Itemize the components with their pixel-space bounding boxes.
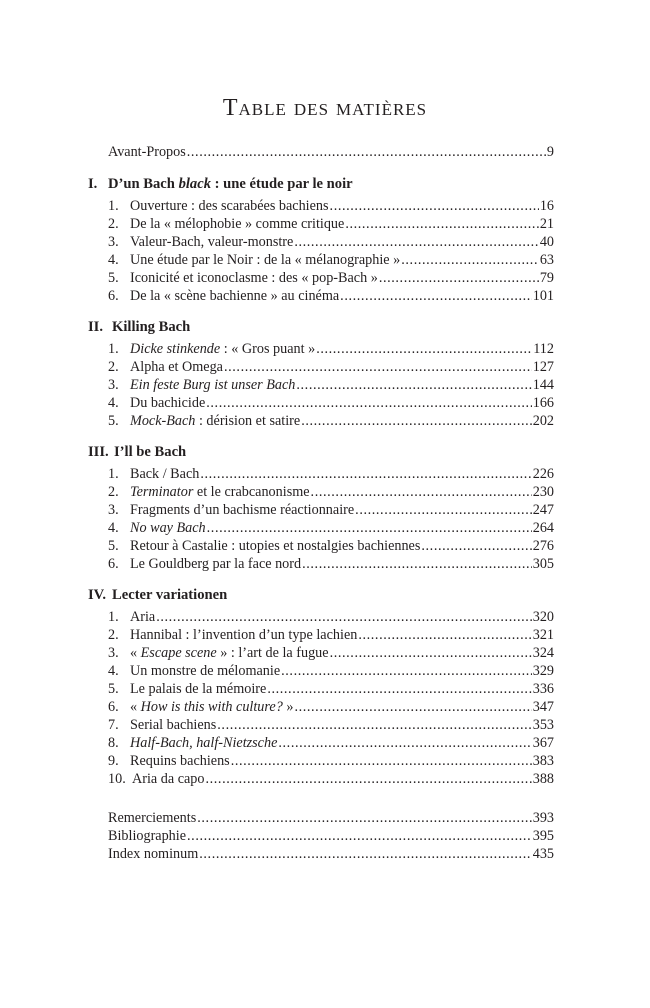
- toc-entry-number: 6.: [108, 288, 119, 304]
- toc-entry: [88, 626, 554, 644]
- leader-dots: [206, 394, 531, 412]
- toc-entry-page: 144: [532, 377, 554, 393]
- leader-dots: [316, 340, 532, 358]
- part-title-text-after: : une étude par le noir: [211, 176, 353, 192]
- toc-entry: [88, 287, 554, 305]
- toc-entry-label: [130, 734, 277, 752]
- leader-dots: [379, 269, 539, 287]
- toc-entry: [88, 197, 554, 215]
- toc-entry-label: [130, 465, 199, 483]
- toc-entry-number: 1.: [108, 198, 119, 214]
- page-title: Table des matières: [222, 95, 428, 121]
- toc-entry-page: 40: [539, 234, 554, 250]
- toc-entry: [88, 215, 554, 233]
- toc-entry-label: [130, 412, 300, 430]
- leader-dots: [156, 608, 532, 626]
- toc-entry-italic: No way Bach: [130, 520, 206, 536]
- toc-entry: [88, 716, 554, 734]
- toc-entry-number: 5.: [108, 681, 119, 697]
- toc-entry-number: 4.: [108, 252, 119, 268]
- toc-entry: [88, 233, 554, 251]
- toc-entry-page: 16: [539, 198, 554, 214]
- toc-entry-label: [130, 233, 293, 251]
- leader-dots: [294, 233, 539, 251]
- toc-entry-page: 63: [539, 252, 554, 268]
- toc-entry-text: Back / Bach: [130, 466, 200, 482]
- toc-entry: [88, 680, 554, 698]
- toc-entry: [88, 608, 554, 626]
- toc-entry-number: 4.: [108, 395, 119, 411]
- toc-entry-avant-propos: [88, 143, 554, 161]
- leader-dots: [207, 519, 532, 537]
- toc-entry-back-matter: [88, 809, 554, 827]
- toc-entry-number: 2.: [108, 484, 119, 500]
- toc-entry-number: 4.: [108, 520, 119, 536]
- leader-dots: [205, 770, 531, 788]
- part-number: II.: [88, 319, 104, 335]
- toc-entry-number: 3.: [108, 377, 119, 393]
- leader-dots: [330, 197, 539, 215]
- toc-entry-page: 324: [532, 645, 554, 661]
- leader-dots: [355, 501, 532, 519]
- part-heading: [88, 174, 554, 194]
- table-of-contents: [88, 143, 554, 863]
- toc-entry-text: Serial bachiens: [130, 717, 217, 733]
- toc-entry-text: Le palais de la mémoire: [130, 681, 267, 697]
- toc-entry-text: Valeur-Bach, valeur-monstre: [130, 234, 294, 250]
- toc-entry-page: 9: [546, 144, 554, 160]
- toc-entry-label: [130, 698, 293, 716]
- toc-entry-label: [130, 340, 315, 358]
- toc-entry-page: 230: [532, 484, 554, 500]
- leader-dots: [199, 845, 531, 863]
- toc-entry-page: 435: [532, 846, 554, 862]
- toc-entry-page: 305: [532, 556, 554, 572]
- toc-entry-page: 264: [532, 520, 554, 536]
- toc-entry-page: 166: [532, 395, 554, 411]
- toc-entry-page: 393: [532, 810, 554, 826]
- toc-entry-number: 3.: [108, 234, 119, 250]
- toc-entry-text: De la « scène bachienne » au cinéma: [130, 288, 340, 304]
- toc-entry: [88, 358, 554, 376]
- leader-dots: [294, 698, 531, 716]
- toc-entry-page: 79: [539, 270, 554, 286]
- toc-entry-text: Aria: [130, 609, 156, 625]
- toc-entry-label: [130, 716, 216, 734]
- toc-entry-label: Bibliographie: [108, 828, 187, 844]
- toc-entry-label: [130, 251, 400, 269]
- toc-entry-page: 247: [532, 502, 554, 518]
- toc-entry-label: [130, 555, 301, 573]
- toc-entry-number: 8.: [108, 735, 119, 751]
- toc-entry-label: [130, 537, 420, 555]
- part-heading: [88, 442, 554, 462]
- toc-entry-rest: et le crabcanonisme: [193, 484, 310, 500]
- leader-dots: [187, 827, 532, 845]
- toc-entry-number: 5.: [108, 538, 119, 554]
- toc-entry-italic: Mock-Bach: [130, 413, 196, 429]
- toc-entry: [88, 662, 554, 680]
- toc-entry: [88, 269, 554, 287]
- leader-dots: [224, 358, 532, 376]
- toc-entry-text: Une étude par le Noir : de la « mélanographie »: [130, 252, 401, 268]
- toc-entry-page: 226: [532, 466, 554, 482]
- toc-entry: [88, 483, 554, 501]
- toc-entry-text: Aria da capo: [132, 771, 205, 787]
- toc-entry-number: 6.: [108, 556, 119, 572]
- toc-entry-label: [130, 358, 223, 376]
- leader-dots: [401, 251, 539, 269]
- toc-entry: [88, 465, 554, 483]
- leader-dots: [187, 143, 546, 161]
- toc-entry-page: 353: [532, 717, 554, 733]
- toc-entry-text: Hannibal : l’invention d’un type lachien: [130, 627, 358, 643]
- toc-entry: [88, 734, 554, 752]
- toc-entry-page: 101: [532, 288, 554, 304]
- toc-entry: [88, 412, 554, 430]
- toc-entry-italic: Escape scene: [140, 645, 217, 661]
- toc-entry-rest: » : l’art de la fugue: [216, 645, 329, 661]
- toc-entry-page: 276: [532, 538, 554, 554]
- leader-dots: [302, 555, 532, 573]
- toc-entry: [88, 644, 554, 662]
- part-title-text: Lecter variationen: [112, 587, 228, 603]
- toc-entry-label: Index nominum: [108, 846, 199, 862]
- leader-dots: [296, 376, 531, 394]
- toc-entry-rest: »: [282, 699, 294, 715]
- toc-entry: [88, 752, 554, 770]
- leader-dots: [200, 465, 531, 483]
- toc-entry-label: [130, 644, 329, 662]
- toc-entry-page: 320: [532, 609, 554, 625]
- toc-entry-number: 7.: [108, 717, 119, 733]
- toc-entry-page: 383: [532, 753, 554, 769]
- toc-entry-label: [130, 519, 206, 537]
- toc-entry-label: [130, 680, 266, 698]
- toc-entry-page: 395: [532, 828, 554, 844]
- toc-entry: [88, 698, 554, 716]
- toc-entry-italic: Half-Bach, half-Nietzsche: [130, 735, 278, 751]
- toc-entry-label: [130, 287, 339, 305]
- part-title-text: Killing Bach: [112, 319, 191, 335]
- toc-entry-italic: Terminator: [130, 484, 194, 500]
- toc-entry-label: [130, 269, 378, 287]
- part-title-text: D’un Bach: [108, 176, 179, 192]
- leader-dots: [330, 644, 532, 662]
- part-number: IV.: [88, 587, 106, 603]
- part-number: III.: [88, 444, 109, 460]
- toc-entry-label: [130, 501, 354, 519]
- toc-entry-page: 202: [532, 413, 554, 429]
- toc-entry-number: 1.: [108, 341, 119, 357]
- toc-back-matter: [88, 809, 554, 863]
- toc-entry-label: [130, 215, 344, 233]
- toc-entry-label: [130, 376, 295, 394]
- toc-entry-page: 367: [532, 735, 554, 751]
- toc-entry-number: 10.: [108, 771, 126, 787]
- toc-entry-text: Du bachicide: [130, 395, 206, 411]
- toc-entry: [88, 251, 554, 269]
- toc-entry-label: [130, 608, 155, 626]
- toc-entry-number: 2.: [108, 216, 119, 232]
- toc-entry: [88, 394, 554, 412]
- toc-entry-page: 336: [532, 681, 554, 697]
- toc-entry-text: Un monstre de mélomanie: [130, 663, 281, 679]
- toc-entry-number: 3.: [108, 502, 119, 518]
- toc-entry-text: De la « mélophobie » comme critique: [130, 216, 345, 232]
- part-heading: [88, 585, 554, 605]
- leader-dots: [197, 809, 531, 827]
- leader-dots: [358, 626, 531, 644]
- toc-entry-page: 347: [532, 699, 554, 715]
- toc-entry-page: 329: [532, 663, 554, 679]
- leader-dots: [340, 287, 532, 305]
- toc-entry: [88, 537, 554, 555]
- toc-entry-text: Le Gouldberg par la face nord: [130, 556, 302, 572]
- toc-entry-label: [130, 662, 280, 680]
- toc-entry-page: 112: [533, 341, 554, 357]
- leader-dots: [281, 662, 532, 680]
- leader-dots: [301, 412, 532, 430]
- toc-entry-number: 5.: [108, 413, 119, 429]
- toc-entry-rest: : dérision et satire: [195, 413, 301, 429]
- leader-dots: [267, 680, 531, 698]
- toc-entry-italic: How is this with culture?: [140, 699, 283, 715]
- toc-entry: [88, 340, 554, 358]
- part-heading: [88, 317, 554, 337]
- toc-entry-label: [130, 483, 310, 501]
- leader-dots: [345, 215, 538, 233]
- leader-dots: [421, 537, 531, 555]
- toc-entry-back-matter: [88, 827, 554, 845]
- leader-dots: [311, 483, 532, 501]
- toc-entry-label: [130, 394, 205, 412]
- toc-entry-text: Alpha et Omega: [130, 359, 223, 375]
- toc-entry-back-matter: [88, 845, 554, 863]
- toc-entry-page: 21: [539, 216, 554, 232]
- toc-entry: [88, 519, 554, 537]
- toc-entry-page: 321: [532, 627, 554, 643]
- toc-entry-label: [132, 770, 204, 788]
- toc-entry-number: 1.: [108, 466, 119, 482]
- toc-entry-number: 6.: [108, 699, 119, 715]
- toc-entry: [88, 501, 554, 519]
- toc-entry-label: [130, 752, 230, 770]
- toc-entry-label: Avant-Propos: [108, 144, 186, 160]
- toc-entry-number: 5.: [108, 270, 119, 286]
- toc-entry: [88, 376, 554, 394]
- leader-dots: [278, 734, 531, 752]
- toc-entry-label: [130, 626, 357, 644]
- toc-entry-label: Remerciements: [108, 810, 197, 826]
- toc-entry-text: «: [130, 699, 141, 715]
- toc-entry-number: 2.: [108, 359, 119, 375]
- toc-entry-number: 4.: [108, 663, 119, 679]
- toc-entry-page: 388: [532, 771, 554, 787]
- toc-entry-text: Iconicité et iconoclasme : des « pop-Bach »: [130, 270, 378, 286]
- toc-entry: [88, 555, 554, 573]
- toc-entry: [88, 770, 554, 788]
- leader-dots: [217, 716, 531, 734]
- toc-parts: [88, 161, 554, 788]
- part-title-text: I’ll be Bach: [114, 444, 187, 460]
- toc-entry-italic: Dicke stinkende: [130, 341, 221, 357]
- toc-entry-text: «: [130, 645, 141, 661]
- toc-entry-rest: : « Gros puant »: [220, 341, 316, 357]
- toc-entry-number: 9.: [108, 753, 119, 769]
- part-title-italic: black: [178, 176, 211, 192]
- part-number: I.: [88, 176, 98, 192]
- toc-entry-text: Fragments d’un bachisme réactionnaire: [130, 502, 355, 518]
- toc-entry-text: Requins bachiens: [130, 753, 230, 769]
- toc-entry-number: 2.: [108, 627, 119, 643]
- toc-entry-number: 3.: [108, 645, 119, 661]
- toc-entry-text: Ouverture : des scarabées bachiens: [130, 198, 329, 214]
- toc-entry-text: Retour à Castalie : utopies et nostalgies bachiennes: [130, 538, 421, 554]
- toc-entry-label: [130, 197, 329, 215]
- toc-entry-italic: Ein feste Burg ist unser Bach: [130, 377, 296, 393]
- toc-entry-number: 1.: [108, 609, 119, 625]
- toc-entry-page: 127: [532, 359, 554, 375]
- leader-dots: [231, 752, 532, 770]
